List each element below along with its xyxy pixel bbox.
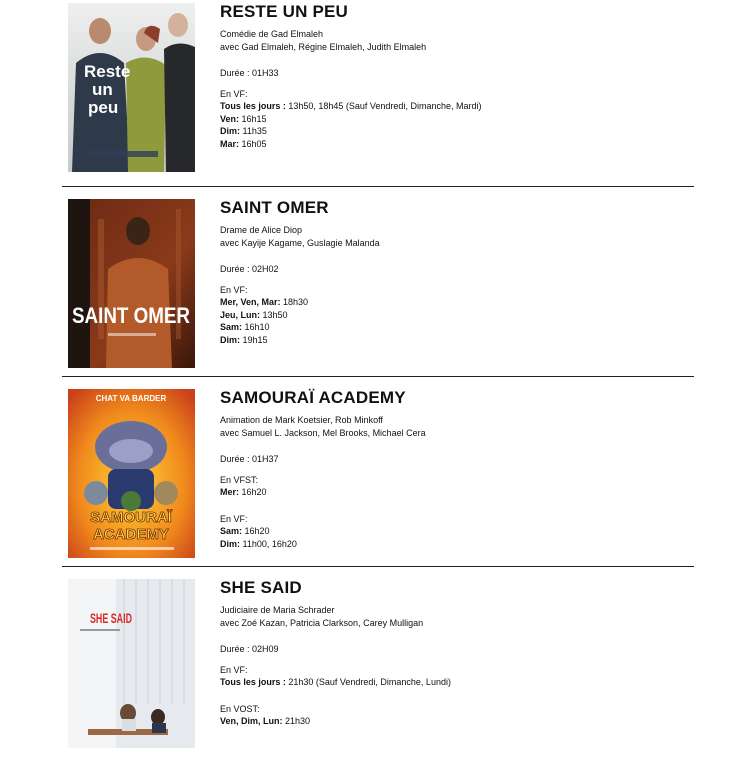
svg-text:peu: peu <box>88 98 119 117</box>
film-entry <box>62 3 694 178</box>
film-cast: avec Gad Elmaleh, Régine Elmaleh, Judith Elmaleh <box>220 41 427 52</box>
film-cast: avec Kayije Kagame, Guslagie Malanda <box>220 237 380 248</box>
poster-art <box>68 3 195 172</box>
version-label: En VF: <box>220 664 248 675</box>
divider <box>62 186 694 187</box>
film-genre: Drame de Alice Diop <box>220 225 303 235</box>
version-label: En VF: <box>220 284 248 295</box>
version-label: En VF: <box>220 88 248 99</box>
film-entry <box>62 199 694 374</box>
film-genre: Judiciaire de Maria Schrader <box>220 605 335 615</box>
schedule-row: Mer, Ven, Mar: 18h30 <box>220 297 309 307</box>
poster-art <box>68 579 195 748</box>
film-title[interactable]: RESTE UN PEU <box>220 2 349 21</box>
film-title[interactable]: SAINT OMER <box>220 198 329 217</box>
poster-title-line2: ACADEMY <box>93 526 169 543</box>
film-cast: avec Zoé Kazan, Patricia Clarkson, Carey Mulligan <box>220 617 424 628</box>
schedule-row: Jeu, Lun: 13h50 <box>220 309 288 320</box>
film-info <box>220 389 690 550</box>
schedule-row: Sam: 16h10 <box>220 322 270 332</box>
schedule-row: Tous les jours : 21h30 (Sauf Vendredi, Dimanche, Lundi) <box>220 677 451 687</box>
film-title[interactable]: SHE SAID <box>220 578 302 597</box>
poster-title-line1: SAMOURAÏ <box>90 509 172 526</box>
poster-title-line1: Reste <box>84 62 131 81</box>
film-entry <box>62 389 694 564</box>
film-info <box>220 3 690 150</box>
schedule-row: Dim: 11h00, 16h20 <box>220 538 297 549</box>
film-genre: Comédie de Gad Elmaleh <box>220 29 324 39</box>
film-duration: Durée : 01H33 <box>220 68 279 78</box>
schedule-row: Tous les jours : 13h50, 18h45 (Sauf Vendredi, Dimanche, Mardi) <box>220 101 482 111</box>
film-title[interactable]: SAMOURAÏ ACADEMY <box>220 388 406 407</box>
schedule-row: Sam: 16h20 <box>220 526 270 536</box>
film-duration: Durée : 01H37 <box>220 454 279 464</box>
film-info <box>220 579 690 728</box>
schedule-row: Ven: 16h15 <box>220 113 267 124</box>
film-cast: avec Samuel L. Jackson, Mel Brooks, Michael Cera <box>220 427 426 438</box>
divider <box>62 566 694 567</box>
film-genre: Animation de Mark Koetsier, Rob Minkoff <box>220 415 383 425</box>
film-duration: Durée : 02H02 <box>220 264 279 274</box>
film-entry <box>62 579 694 754</box>
poster-image[interactable] <box>68 3 195 172</box>
film-duration: Durée : 02H09 <box>220 644 279 654</box>
poster-art <box>68 389 195 558</box>
schedule-row: Mer: 16h20 <box>220 487 267 497</box>
version-label: En VFST: <box>220 474 259 485</box>
schedule-row: Dim: 11h35 <box>220 126 267 136</box>
poster-image[interactable] <box>68 579 195 748</box>
poster-art <box>68 199 195 368</box>
version-label: En VF: <box>220 513 248 524</box>
film-info <box>220 199 690 346</box>
poster-tagline: CHAT VA BARDER <box>95 394 167 403</box>
poster-title: SHE SAID <box>90 610 132 626</box>
poster-image[interactable] <box>68 389 195 558</box>
divider <box>62 376 694 377</box>
version-label: En VOST: <box>220 703 260 714</box>
svg-text:un: un <box>92 80 113 99</box>
schedule-row: Mar: 16h05 <box>220 138 267 149</box>
poster-image[interactable] <box>68 199 195 368</box>
schedule-row: Dim: 19h15 <box>220 334 268 345</box>
poster-title: SAINT OMER <box>72 303 191 328</box>
schedule-row: Ven, Dim, Lun: 21h30 <box>220 716 311 726</box>
